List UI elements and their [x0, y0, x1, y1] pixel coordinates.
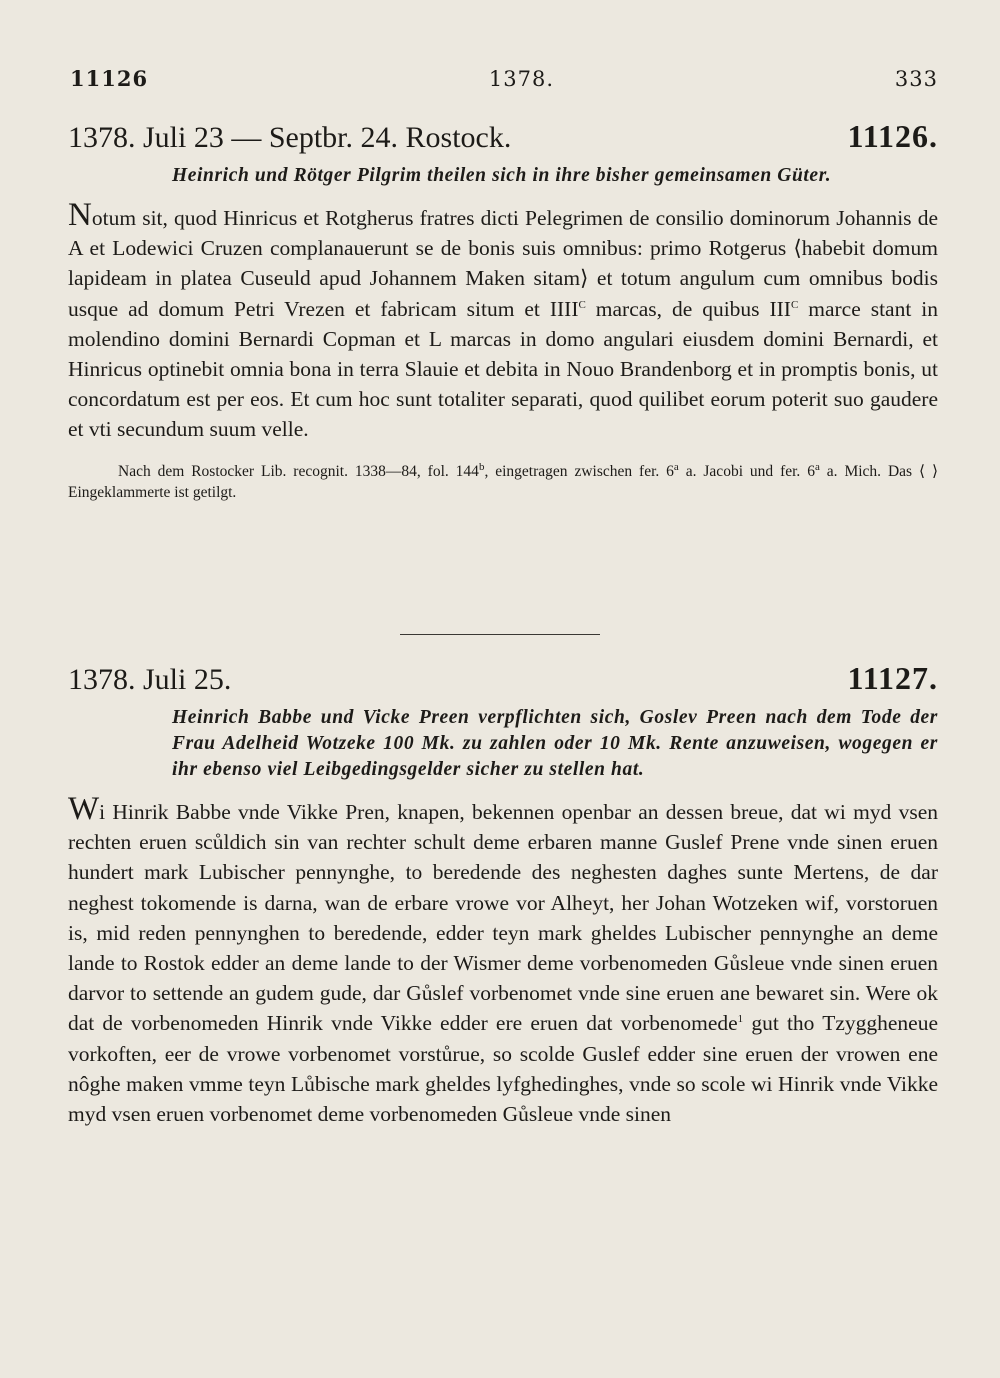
document-summary: Heinrich und Rötger Pilgrim theilen sich in ihre bisher gemeinsamen Güter.	[172, 165, 832, 186]
document-text	[68, 791, 938, 1129]
text-part: gut tho Tzyggheneue vorkoften, eer de vrowe vorbenomet vorstůrue, so scolde Guslef edder sine eruen der vrowen ene nôghe maken vmme teyn Lůbische mark gheldes lyfghedinghes, vnde so scole wi Hinrik vnde Vikke myd vsen eruen vorbenomet deme vorbenomeden Gůsleue vnde sinen	[68, 1011, 938, 1127]
document-number: 11127.	[847, 660, 938, 696]
document-date: 1378. Juli 23 — Septbr. 24. Rostock.	[68, 121, 512, 154]
running-head	[70, 66, 938, 91]
page-number: 333	[894, 67, 938, 91]
document-range-number: 11126	[70, 66, 149, 91]
source-note	[68, 461, 938, 504]
note-part: a. Jacobi und fer. 6	[678, 462, 815, 480]
text-part: i Hinrik Babbe vnde Vikke Pren, knapen, bekennen openbar an dessen breue, dat wi myd vsen rechten eruen scůldich sin van rechter schult deme erbaren manne Guslef Prene vnde sinen eruen hundert mark Lubischer pennynghe, to beredende des neghesten daghes sunte Mertens, de dar neghest tokomende is darna, wan de erbare vrowe vor Alheyt, her Johan Wotzeken wif, vorstoruen is, mid reden pennynghen to beredende, edder teyn mark gheldes Lubischer pennynghe an deme lande to Rostok edder an deme lande to der Wismer deme vorbenomeden Gůsleue vnde sinen eruen darvor to settende an gudem gude, dar Gůslef vorbenomet vnde sine eruen ane bewaret sin. Were ok dat de vorbenomeden Hinrik vnde Vikke edder ere eruen dat vorbenomede	[68, 800, 938, 1036]
document-summary: Heinrich Babbe und Vicke Preen verpflichten sich, Goslev Preen nach dem Tode der Frau Adelheid Wotzeke 100 Mk. zu zahlen oder 10 Mk. Rente anzuweisen, wogegen er ihr ebenso viel Leibgedingsgelder sicher zu stellen hat.	[172, 707, 938, 780]
superscript: C	[790, 298, 799, 311]
text-part: otum sit, quod Hinricus et Rotgherus fratres dicti Pelegrimen de consilio dominorum Johannis de A et Lodewici Cruzen complanauerunt se de bonis suis omnibus: primo Rotgerus ⟨habebit domum lapideam in platea Cuseuld apud Johannem Maken sitam⟩ et totum angulum cum omnibus bodis usque ad domum Petri Vrezen et fabricam situm et IIII	[68, 206, 938, 321]
section-divider	[400, 634, 600, 635]
superscript: b	[478, 460, 485, 473]
document-heading	[68, 660, 938, 697]
document-text	[68, 197, 938, 445]
note-part: Nach dem Rostocker Lib. recognit. 1338—84, fol. 144	[118, 462, 479, 480]
document-11126	[68, 118, 938, 504]
document-number: 11126.	[847, 118, 938, 154]
superscript: C	[578, 298, 586, 311]
initial-letter: N	[68, 197, 92, 233]
running-year: 1378.	[488, 67, 555, 91]
note-part: a. Mich. Das ⟨ ⟩ Eingeklammerte ist getilgt.	[68, 462, 939, 502]
initial-letter: W	[68, 791, 100, 827]
text-part: marce stant in molendino domini Bernardi Copman et L marcas in domo angulari eiusdem domini Bernardi, et Hinricus optinebit omnia bona in terra Slauie et debita in Nouo Brandenborg et in promptis bonis, ut concordatum est per eos. Et cum hoc sunt totaliter separati, quod quilibet eorum poterit suo gaudere et vti secundum suum velle.	[68, 296, 938, 442]
document-11127	[68, 660, 938, 1129]
document-heading	[68, 118, 938, 155]
superscript: a	[814, 460, 820, 473]
note-part: , eingetragen zwischen fer. 6	[484, 462, 674, 480]
document-date: 1378. Juli 25.	[68, 663, 232, 696]
superscript: a	[673, 460, 679, 473]
superscript: 1	[737, 1013, 744, 1026]
text-part: marcas, de quibus III	[585, 296, 791, 321]
